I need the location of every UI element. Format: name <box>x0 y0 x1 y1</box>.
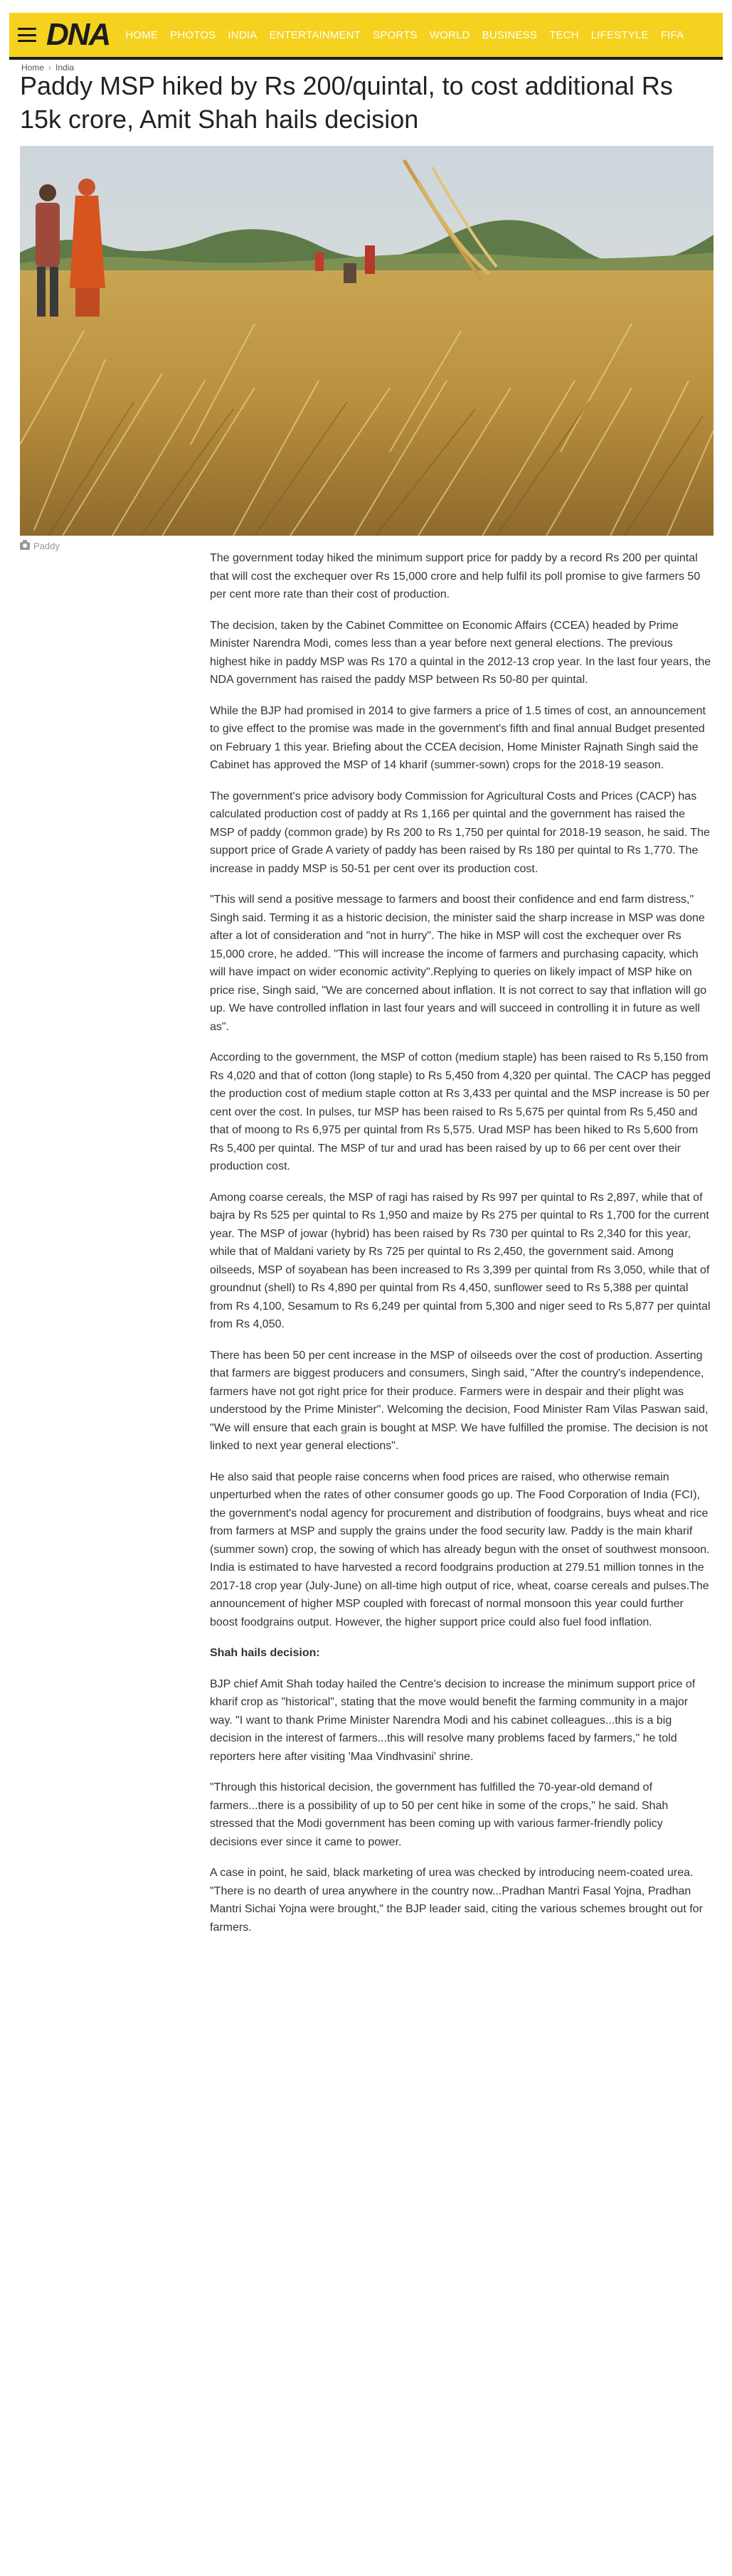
article-paragraph: Among coarse cereals, the MSP of ragi has raised by Rs 997 per quintal to Rs 2,897, while that of bajra by Rs 525 per quintal to Rs 1,950 and maize by Rs 275 per quintal to Rs 1,700 for the current year. The MSP of jowar (hybrid) has been raised by Rs 730 per quintal to Rs 2,340 for this year, while that of Maldani variety by Rs 725 per quintal to Rs 2,450, the government said. Among oilseeds, MSP of soyabean has been increased to Rs 3,399 per quintal from Rs 3,050, while that of groundnut (shell) to Rs 4,890 per quintal from Rs 4,450, sunflower seed to Rs 5,388 per quintal from Rs 4,100, Sesamum to Rs 6,249 per quintal from 5,300 and niger seed to Rs 5,877 per quintal from Rs 4,050. <box>210 1191 711 1330</box>
article-paragraph: According to the government, the MSP of cotton (medium staple) has been raised to Rs 5,150 from Rs 4,020 and that of cotton (long staple) to Rs 5,450 from 4,320 per quintal. The CACP has pegged the production cost of medium staple cotton at Rs 3,433 per quintal and the MSP increase is 50 per cent over the cost. In pulses, tur MSP has been raised to Rs 5,675 per quintal from Rs 5,450 and that of moong to Rs 6,975 per quintal from Rs 5,575. Urad MSP has been hiked to Rs 5,600 from Rs 5,400 per quintal. The MSP of tur and urad has been raised by up to 66 per cent over their production cost. <box>210 1051 711 1172</box>
article-title: Paddy MSP hiked by Rs 200/quintal, to cost additional Rs 15k crore, Amit Shah hails decision <box>20 71 673 134</box>
article-paragraph: A case in point, he said, black marketing of urea was checked by introducing neem-coated urea. "There is no dearth of urea anywhere in the country now...Pradhan Mantri Fasal Yojna, Pradhan Mantri Sichai Yojna were brought," the BJP leader said, citing the various schemes brought out for farmers. <box>210 1867 703 1934</box>
paddy-field-image <box>20 146 714 536</box>
nav-item-india[interactable]: INDIA <box>228 28 258 41</box>
nav-item-tech[interactable]: TECH <box>549 28 579 41</box>
article-paragraph: The decision, taken by the Cabinet Committee on Economic Affairs (CCEA) headed by Prime Minister Narendra Modi, comes less than a year before next general elections. The previous highest hike in paddy MSP was Rs 170 a quintal in the 2012-13 crop year. In the last four years, the NDA government has raised the paddy MSP between Rs 50-80 per quintal. <box>210 619 711 686</box>
nav-item-photos[interactable]: PHOTOS <box>170 28 216 41</box>
article-subheading: Shah hails decision: <box>210 1647 320 1659</box>
image-caption-text: Paddy <box>33 541 60 551</box>
article-paragraph: The government's price advisory body Commission for Agricultural Costs and Prices (CACP) has calculated production cost of paddy at Rs 1,166 per quintal and the government has raised the MSP of paddy (common grade) by Rs 200 to Rs 1,750 per quintal for 2018-19 season, he said. The support price of Grade A variety of paddy has been raised by Rs 180 per quintal to Rs 1,770. The increase in paddy MSP is 50-51 per cent over its production cost. <box>210 790 710 875</box>
article-paragraph: "This will send a positive message to farmers and boost their confidence and end farm distress," Singh said. Terming it as a historic decision, the minister said the sharp increase in MSP was done after a lot of consideration and "not in hurry". The hike in MSP will cost the exchequer over Rs 15,000 crore, he added. "This will increase the income of farmers and purchasing capacity, which will have impact on wider economic activity".Replying to queries on likely impact of MSP hike on price rise, Singh said, "We are concerned about inflation. It is not correct to say that inflation will go up. We have controlled inflation in last four years and will succeed in controlling it in future as well as". <box>210 894 707 1033</box>
nav-item-fifa[interactable]: FIFA <box>660 28 684 41</box>
header-divider <box>9 57 723 60</box>
article-paragraph: While the BJP had promised in 2014 to give farmers a price of 1.5 times of cost, an announcement to give effect to the promise was made in the government's fifth and final annual Budget presented on February 1 this year. Briefing about the CCEA decision, Home Minister Rajnath Singh said the Cabinet has approved the MSP of 14 kharif (summer-sown) crops for the 2018-19 season. <box>210 704 706 771</box>
article-paragraph: There has been 50 per cent increase in the MSP of oilseeds over the cost of production. Asserting that farmers are biggest producers and consumers, Singh said, "After the country's independence, farmers have not got right price for their produce. Farmers were in despair and their plight was understood by the Prime Minister". Welcoming the decision, Food Minister Ram Vilas Paswan said, "We will ensure that each grain is bought at MSP. We have fulfilled the promise. The decision is not linked to next year general elections". <box>210 1349 709 1452</box>
article-paragraph: "Through this historical decision, the government has fulfilled the 70-year-old demand of farmers...there is a possibility of up to 50 per cent hike in some of the crops," he said. Shah stressed that the Modi government has been coming up with various farmer-friendly policy decisions ever since it came to power. <box>210 1781 669 1848</box>
site-header <box>9 13 723 57</box>
nav-item-sports[interactable]: SPORTS <box>373 28 418 41</box>
site-logo[interactable]: DNA <box>46 17 110 52</box>
article-body <box>210 549 711 1949</box>
hamburger-menu-icon[interactable] <box>18 28 36 42</box>
breadcrumb-india[interactable]: India <box>55 63 75 73</box>
nav-item-world[interactable]: WORLD <box>429 28 470 41</box>
main-nav <box>125 29 696 41</box>
image-caption <box>20 541 60 551</box>
nav-item-entertainment[interactable]: ENTERTAINMENT <box>269 28 361 41</box>
article-paragraph: He also said that people raise concerns when food prices are raised, who otherwise remain unperturbed when the rates of other consumer goods go up. The Food Corporation of India (FCI), the government's nodal agency for procurement and distribution of foodgrains, buys wheat and rice from farmers at MSP and supply the grains under the food security law. Paddy is the main kharif (summer sown) crop, the sowing of which has already begun with the onset of southwest monsoon. India is estimated to have harvested a record foodgrains production at 279.51 million tonnes in the 2017-18 crop year (July-June) on all-time high output of rice, wheat, coarse cereals and pulses.The announcement of higher MSP coupled with forecast of normal monsoon this year could further boost foodgrains output. However, the higher support price could also fuel food inflation. <box>210 1470 710 1628</box>
breadcrumb-home[interactable]: Home <box>21 63 45 73</box>
hero-image <box>20 146 714 536</box>
article-paragraph: BJP chief Amit Shah today hailed the Centre's decision to increase the minimum support price of kharif crop as "historical", stating that the move would benefit the farming community in a major way. "I want to thank Prime Minister Narendra Modi and his cabinet colleagues...this is a big decision in the interest of farmers...this will resolve many problems faced by farmers," he told reporters here after visiting 'Maa Vindhvasini' shrine. <box>210 1677 696 1763</box>
article-paragraph: The government today hiked the minimum support price for paddy by a record Rs 200 per quintal that will cost the exchequer over Rs 15,000 crore and help fulfil its poll promise to give farmers 50 per cent more rate than their cost of production. <box>210 552 701 600</box>
nav-item-business[interactable]: BUSINESS <box>482 28 538 41</box>
breadcrumb-separator: › <box>48 63 52 73</box>
nav-item-home[interactable]: HOME <box>125 28 159 41</box>
camera-icon <box>20 542 30 550</box>
nav-item-lifestyle[interactable]: LIFESTYLE <box>590 28 649 41</box>
